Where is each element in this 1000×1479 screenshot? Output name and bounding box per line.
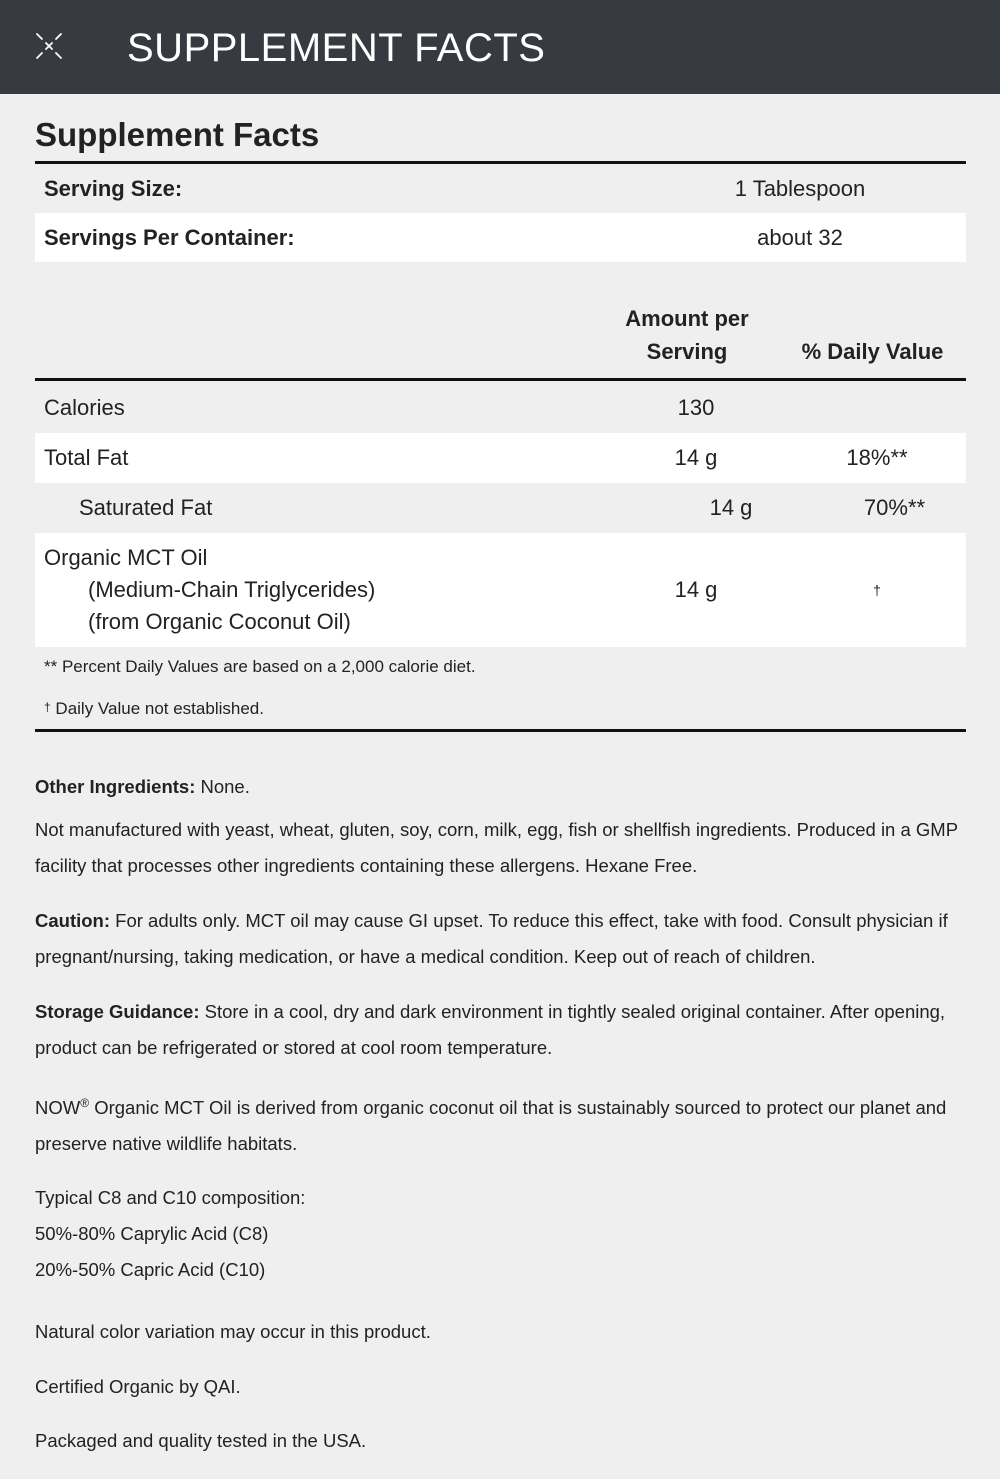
serving-size-row — [35, 164, 966, 213]
page-title: SUPPLEMENT FACTS — [127, 26, 546, 70]
footnote-dagger-text: Daily Value not established. — [55, 699, 264, 718]
other-text: None. — [195, 776, 250, 797]
divider — [35, 378, 966, 381]
servings-row — [35, 213, 966, 262]
caution-statement — [35, 903, 966, 975]
info-section — [35, 769, 966, 1459]
nutrient-dv: 18%** — [846, 445, 908, 470]
amount-header — [595, 302, 779, 378]
nutrient-amount: 130 — [677, 395, 715, 420]
storage-text: Store in a cool, dry and dark environment in tightly sealed original container. After opening, product can be refrigerated or stored at cool room temperature. — [35, 1001, 946, 1058]
amount-header-line2: Serving — [646, 339, 728, 364]
storage-statement — [35, 994, 966, 1066]
footnote-dv: ** Percent Daily Values are based on a 2,000 calorie diet. — [44, 657, 476, 676]
registered-mark: ® — [80, 1096, 90, 1110]
nutrient-amount: 14 g — [674, 445, 718, 470]
mct-sub2: (from Organic Coconut Oil) — [88, 609, 351, 634]
nutrient-label: Total Fat — [44, 445, 129, 470]
nutrient-amount: 14 g — [709, 495, 753, 520]
serving-size-label: Serving Size: — [44, 175, 183, 201]
servings-label: Servings Per Container: — [44, 224, 295, 250]
composition-line: 20%-50% Capric Acid (C10) — [35, 1259, 266, 1281]
table-row — [35, 433, 966, 483]
mct-sub1: (Medium-Chain Triglycerides) — [88, 577, 376, 602]
nutrient-dv: † — [873, 582, 881, 598]
sparkle-x-icon — [33, 30, 65, 62]
color-note: Natural color variation may occur in this product. — [35, 1321, 431, 1343]
nutrient-label — [35, 542, 604, 638]
amount-header-line1: Amount per — [625, 306, 749, 331]
composition-line: 50%-80% Caprylic Acid (C8) — [35, 1223, 269, 1245]
composition-line: Typical C8 and C10 composition: — [35, 1187, 306, 1209]
column-headers — [35, 262, 966, 378]
footnote-dagger — [35, 687, 966, 727]
dv-header: % Daily Value — [801, 339, 944, 364]
divider — [35, 729, 966, 732]
table-row — [35, 483, 966, 533]
table-row — [35, 533, 966, 647]
facts-title: Supplement Facts — [35, 116, 320, 153]
now-text: Organic MCT Oil is derived from organic coconut oil that is sustainably sourced to protect our planet and preserve native wildlife habitats. — [35, 1097, 947, 1155]
allergen-statement: Not manufactured with yeast, wheat, gluten, soy, corn, milk, egg, fish or shellfish ingredients. Produced in a GMP facility that processes other ingredients containing these allergens. Hexane Free. — [35, 819, 958, 876]
nutrient-label: Saturated Fat — [79, 495, 213, 520]
now-brand: NOW — [35, 1097, 81, 1119]
certified-note: Certified Organic by QAI. — [35, 1376, 241, 1398]
servings-value: about 32 — [757, 224, 843, 250]
dagger-mark: † — [44, 700, 51, 714]
mct-label: Organic MCT Oil — [44, 545, 208, 570]
serving-size-value: 1 Tablespoon — [734, 175, 866, 201]
content — [35, 94, 966, 1459]
nutrient-amount: 14 g — [674, 577, 718, 602]
composition — [35, 1180, 966, 1288]
nutrient-dv: 70%** — [863, 495, 926, 520]
page-header — [0, 0, 1000, 94]
other-label: Other Ingredients: — [35, 776, 196, 797]
nutrient-label: Calories — [44, 395, 125, 420]
storage-label: Storage Guidance: — [35, 1001, 200, 1022]
now-statement — [35, 1085, 966, 1162]
caution-label: Caution: — [35, 910, 111, 931]
packaged-note: Packaged and quality tested in the USA. — [35, 1430, 367, 1452]
table-row — [35, 383, 966, 433]
other-ingredients — [35, 769, 966, 805]
caution-text: For adults only. MCT oil may cause GI upset. To reduce this effect, take with food. Consult physician if pregnant/nursing, taking medication, or have a medical condition. Keep out of reach of children. — [35, 910, 948, 967]
